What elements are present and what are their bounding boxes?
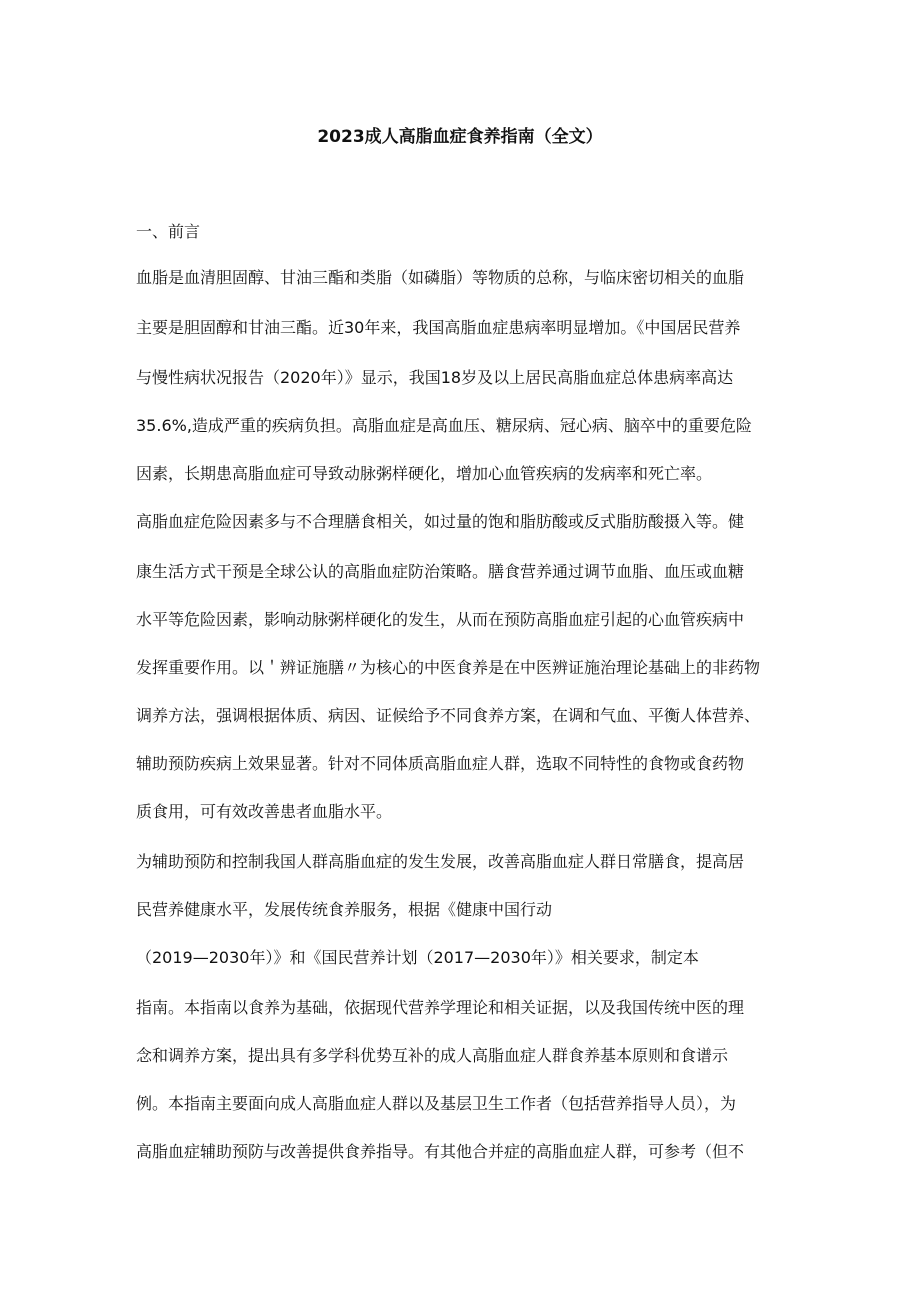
section-heading: 一、前言 [136,222,201,241]
paragraph-2-line-1: 高脂血症危险因素多与不合理膳食相关，如过量的饱和脂肪酸或反式脂肪酸摄入等。健 [136,512,745,531]
paragraph-3-line-1: 为辅助预防和控制我国人群高脂血症的发生发展，改善高脂血症人群日常膳食，提高居 [136,852,745,871]
paragraph-1-line-2: 主要是胆固醇和甘油三酯。近30年来，我国高脂血症患病率明显增加。《中国居民营养 [136,318,741,337]
paragraph-3-line-5: 念和调养方案，提出具有多学科优势互补的成人高脂血症人群食养基本原则和食谱示 [136,1046,729,1065]
paragraph-2-line-4: 发挥重要作用。以＇辨证施膳〃为核心的中医食养是在中医辨证施治理论基础上的非药物 [136,658,761,677]
paragraph-3-line-4: 指南。本指南以食养为基础，依据现代营养学理论和相关证据，以及我国传统中医的理 [136,998,745,1017]
paragraph-2-line-5: 调养方法，强调根据体质、病因、证候给予不同食养方案，在调和气血、平衡人体营养、 [136,706,761,725]
paragraph-1-line-4: 35.6%,造成严重的疾病负担。高脂血症是高血压、糖尿病、冠心病、脑卒中的重要危险 [136,416,752,435]
paragraph-1-line-5: 因素，长期患高脂血症可导致动脉粥样硬化，增加心血管疾病的发病率和死亡率。 [136,464,713,483]
paragraph-3-line-2: 民营养健康水平，发展传统食养服务，根据《健康中国行动 [136,900,553,919]
paragraph-2-line-6: 辅助预防疾病上效果显著。针对不同体质高脂血症人群，选取不同特性的食物或食药物 [136,754,745,773]
paragraph-2-line-7: 质食用，可有效改善患者血脂水平。 [136,802,393,821]
paragraph-2-line-2: 康生活方式干预是全球公认的高脂血症防治策略。膳食营养通过调节血脂、血压或血糖 [136,562,745,581]
paragraph-2-line-3: 水平等危险因素，影响动脉粥样硬化的发生，从而在预防高脂血症引起的心血管疾病中 [136,610,745,629]
paragraph-1-line-3: 与慢性病状况报告（2020年）》显示，我国18岁及以上居民高脂血症总体患病率高达 [136,368,734,387]
paragraph-3-line-7: 高脂血症辅助预防与改善提供食养指导。有其他合并症的高脂血症人群，可参考（但不 [136,1142,745,1161]
paragraph-3-line-6: 例。本指南主要面向成人高脂血症人群以及基层卫生工作者（包括营养指导人员），为 [136,1094,737,1113]
paragraph-1-line-1: 血脂是血清胆固醇、甘油三酯和类脂（如磷脂）等物质的总称，与临床密切相关的血脂 [136,268,745,287]
document-title: 2023成人高脂血症食养指南（全文） [317,127,603,147]
paragraph-3-line-3: （2019—2030年）》和《国民营养计划（2017—2030年）》相关要求，制定本 [136,948,699,967]
